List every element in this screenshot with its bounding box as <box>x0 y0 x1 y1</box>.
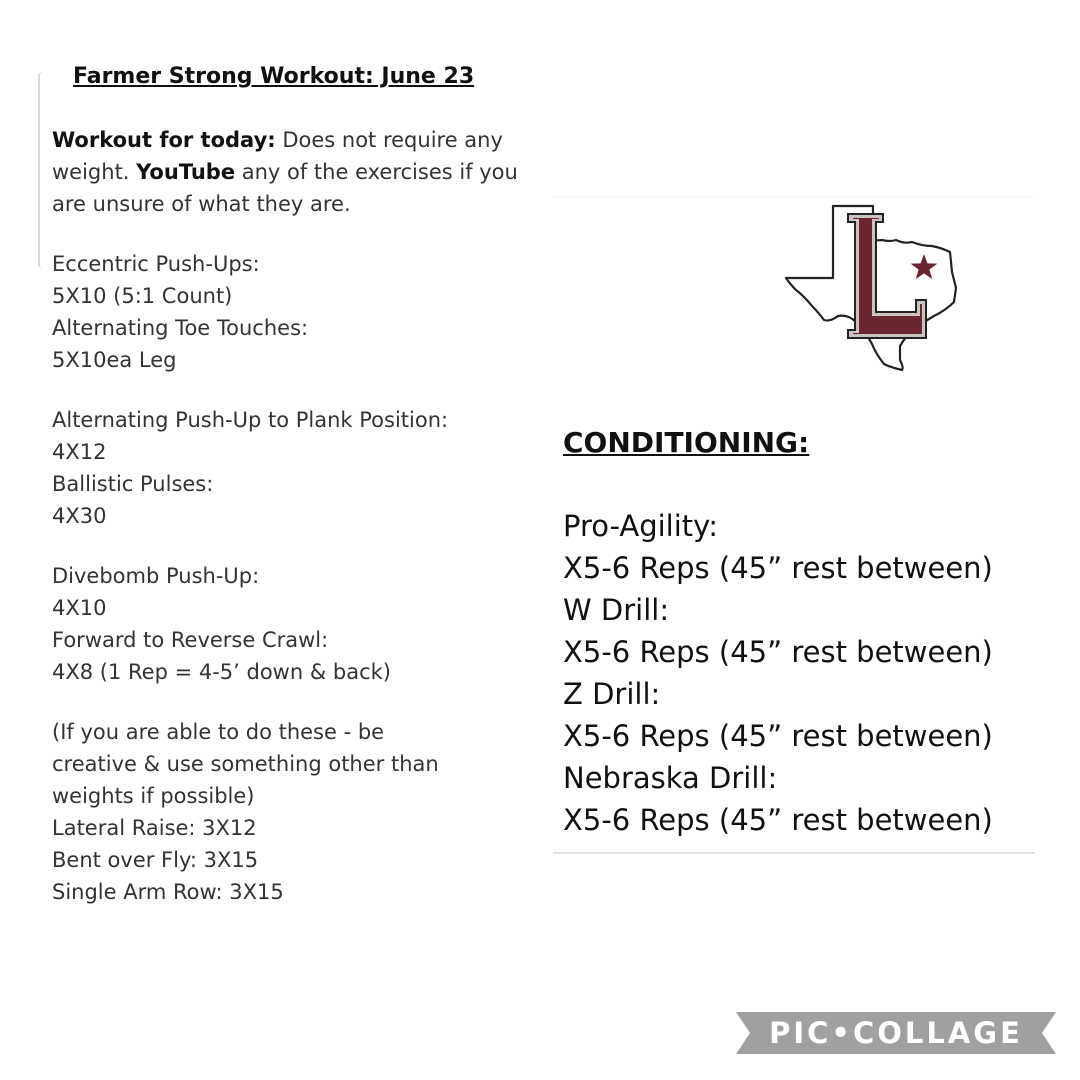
star-icon <box>911 254 938 279</box>
exercise-line: Forward to Reverse Crawl: <box>52 628 329 652</box>
exercise-group-3 <box>52 560 532 688</box>
exercise-line: 4X8 (1 Rep = 4-5’ down & back) <box>52 660 391 684</box>
exercise-group-1 <box>52 248 532 376</box>
drill-reps: X5-6 Reps (45” rest between) <box>563 635 993 669</box>
exercise-group-2 <box>52 404 532 532</box>
exercise-line: Ballistic Pulses: <box>52 472 214 496</box>
left-panel-edge <box>38 72 46 268</box>
exercise-line: 4X10 <box>52 596 107 620</box>
exercise-line: (If you are able to do these - be <box>52 720 385 744</box>
exercise-line: 4X30 <box>52 504 107 528</box>
intro-youtube-text: any of the exercises if you are unsure of what they are. <box>52 160 518 216</box>
exercise-line: weights if possible) <box>52 784 255 808</box>
exercise-group-4 <box>52 716 532 908</box>
drill-name: W Drill: <box>563 593 670 627</box>
pic-collage-watermark <box>736 1012 1056 1054</box>
watermark-text: PIC•COLLAGE <box>769 1016 1023 1050</box>
exercise-line: Alternating Toe Touches: <box>52 316 309 340</box>
exercise-line: Single Arm Row: 3X15 <box>52 880 284 904</box>
drill-reps: X5-6 Reps (45” rest between) <box>563 719 993 753</box>
exercise-line: Alternating Push-Up to Plank Position: <box>52 408 449 432</box>
intro-youtube-bold: YouTube <box>136 160 236 184</box>
exercise-line: 5X10ea Leg <box>52 348 177 372</box>
right-top-divider <box>553 196 1033 197</box>
exercise-line: Eccentric Push-Ups: <box>52 252 260 276</box>
drill-reps: X5-6 Reps (45” rest between) <box>563 551 993 585</box>
drill-name: Nebraska Drill: <box>563 761 778 795</box>
drill-reps: X5-6 Reps (45” rest between) <box>563 803 993 837</box>
page-title: Farmer Strong Workout: June 23 <box>73 64 475 89</box>
intro-paragraph <box>52 124 532 220</box>
exercise-line: 4X12 <box>52 440 107 464</box>
exercise-line: Divebomb Push-Up: <box>52 564 260 588</box>
intro-lead-bold: Workout for today: <box>52 128 276 152</box>
texas-star-logo-icon <box>784 204 960 372</box>
conditioning-list <box>563 505 1063 841</box>
exercise-line: Lateral Raise: 3X12 <box>52 816 257 840</box>
exercise-line: creative & use something other than <box>52 752 439 776</box>
intro-lead-text: Does not require any weight. <box>52 128 503 184</box>
exercise-line: Bent over Fly: 3X15 <box>52 848 259 872</box>
drill-name: Pro-Agility: <box>563 509 718 543</box>
letter-l-fill <box>853 218 922 334</box>
workout-column <box>52 124 532 936</box>
exercise-line: 5X10 (5:1 Count) <box>52 284 233 308</box>
drill-name: Z Drill: <box>563 677 661 711</box>
conditioning-heading: CONDITIONING: <box>563 426 810 459</box>
right-bottom-divider <box>553 852 1035 854</box>
